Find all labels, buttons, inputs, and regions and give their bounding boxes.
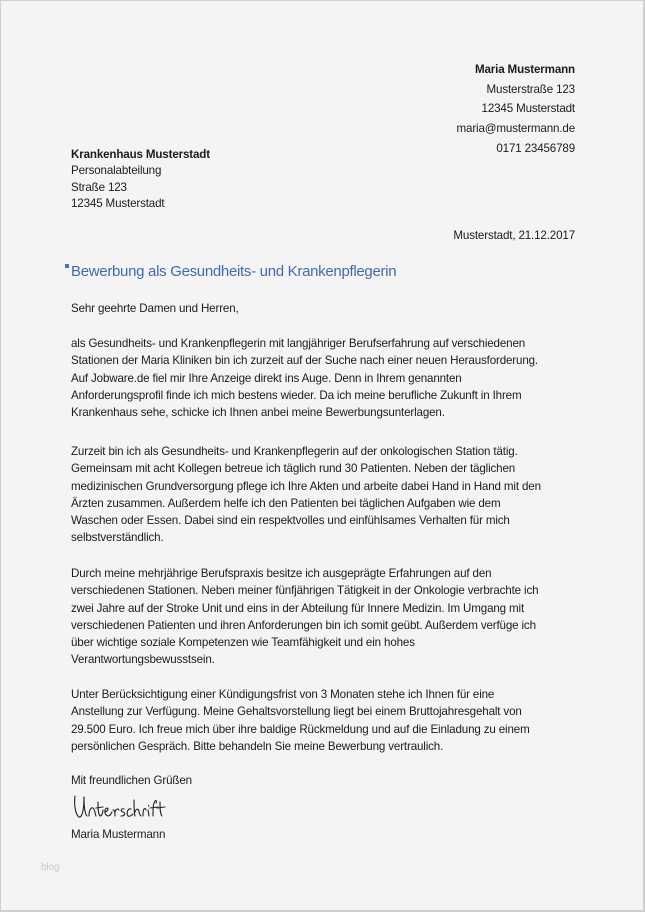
paragraph-line: selbstverständlich. [71, 531, 164, 545]
paragraph-line: persönlichen Gespräch. Bitte behandeln Sie meine Bewerbung vertraulich. [71, 739, 444, 753]
paragraph-line: verschiedenen Patienten und ihren Anforderungen bin ich somit geübt. Außerdem verfüge ich [71, 618, 536, 632]
paragraph-line: Ärzten zusammen. Außerdem helfe ich den Patienten bei täglichen Aufgaben wie dem [71, 496, 501, 510]
paragraph-line: als Gesundheits- und Krankenpflegerin mit langjähriger Berufserfahrung auf verschiedenen [71, 337, 526, 350]
paragraph-line: zwei Jahre auf der Stroke Unit und eins in der Abteilung für Innere Medizin. Im Umgang mit [71, 601, 525, 615]
sender-name: Maria Mustermann [474, 63, 575, 76]
watermark: blog [41, 862, 60, 873]
paragraph-current-role [71, 443, 591, 547]
recipient-city: 12345 Musterstadt [71, 197, 165, 211]
paragraph-line: Stationen der Maria Kliniken bin ich zurzeit auf der Suche nach einer neuen Herausforderung. [71, 354, 538, 368]
signature-icon [71, 792, 171, 826]
paragraph-line: medizinischen Grundversorgung pflege ich Ihre Akten und arbeite dabei Hand in Hand mit den [71, 479, 541, 493]
paragraph-line: Anforderungsprofil finde ich mich bestens wieder. Da ich meine berufliche Zukunft in Ihrem [71, 388, 522, 402]
paragraph-line: Durch meine mehrjährige Berufspraxis besitze ich ausgeprägte Erfahrungen auf den [71, 567, 492, 580]
paragraph-line: Waschen oder Essen. Dabei sind ein respektvolles und einfühlsames Verhalten für mich [71, 514, 510, 528]
paragraph-line: Zurzeit bin ich als Gesundheits- und Krankenpflegerin auf der onkologischen Station tätig. [71, 445, 518, 458]
sender-street: Musterstraße 123 [486, 82, 575, 96]
paragraph-line: Gemeinsam mit acht Kollegen betreue ich täglich rund 30 Patienten. Neben der täglichen [71, 462, 516, 476]
paragraph-line: Verantwortungsbewusstsein. [71, 653, 215, 667]
sender-email: maria@mustermann.de [456, 122, 575, 136]
subject-line [71, 263, 396, 280]
paragraph-line: 29.500 Euro. Ich freue mich über ihre baldige Rückmeldung und auf die Einladung zu einem [71, 722, 530, 736]
paragraph-line: Auf Jobware.de fiel mir Ihre Anzeige direkt ins Auge. Denn in Ihrem genannten [71, 371, 462, 385]
handwritten-signature [71, 792, 171, 826]
paragraph-availability [71, 686, 591, 755]
letter-page [1, 1, 643, 910]
signed-name: Maria Mustermann [71, 828, 166, 841]
letter-date: Musterstadt, 21.12.2017 [453, 229, 575, 242]
sender-city: 12345 Musterstadt [481, 102, 575, 116]
recipient-department: Personalabteilung [71, 164, 162, 178]
recipient-company: Krankenhaus Musterstadt [71, 148, 210, 161]
salutation: Sehr geehrte Damen und Herren, [71, 302, 239, 315]
recipient-street: Straße 123 [71, 180, 127, 194]
paragraph-line: über wichtige soziale Kompetenzen wie Teamfähigkeit und ein hohes [71, 636, 415, 650]
paragraph-line: Anstellung zur Verfügung. Meine Gehaltsvorstellung liegt bei einem Bruttojahresgehalt von [71, 705, 522, 719]
heading-marker-icon [65, 264, 69, 268]
closing-phrase: Mit freundlichen Grüßen [71, 774, 192, 787]
sender-address-block [457, 60, 575, 159]
paragraph-intro [71, 335, 591, 421]
sender-phone: 0171 23456789 [496, 141, 575, 155]
subject-text: Bewerbung als Gesundheits- und Krankenpflegerin [71, 263, 397, 280]
recipient-address-block [71, 147, 210, 213]
paragraph-line: Unter Berücksichtigung einer Kündigungsfrist von 3 Monaten stehe ich Ihnen für eine [71, 688, 495, 701]
paragraph-line: Krankenhaus sehe, schicke ich Ihnen anbei meine Bewerbungsunterlagen. [71, 406, 445, 420]
paragraph-line: verschiedenen Stationen. Neben meiner fünfjährigen Tätigkeit in der Onkologie verbrachte ich [71, 584, 539, 598]
paragraph-experience [71, 565, 591, 669]
